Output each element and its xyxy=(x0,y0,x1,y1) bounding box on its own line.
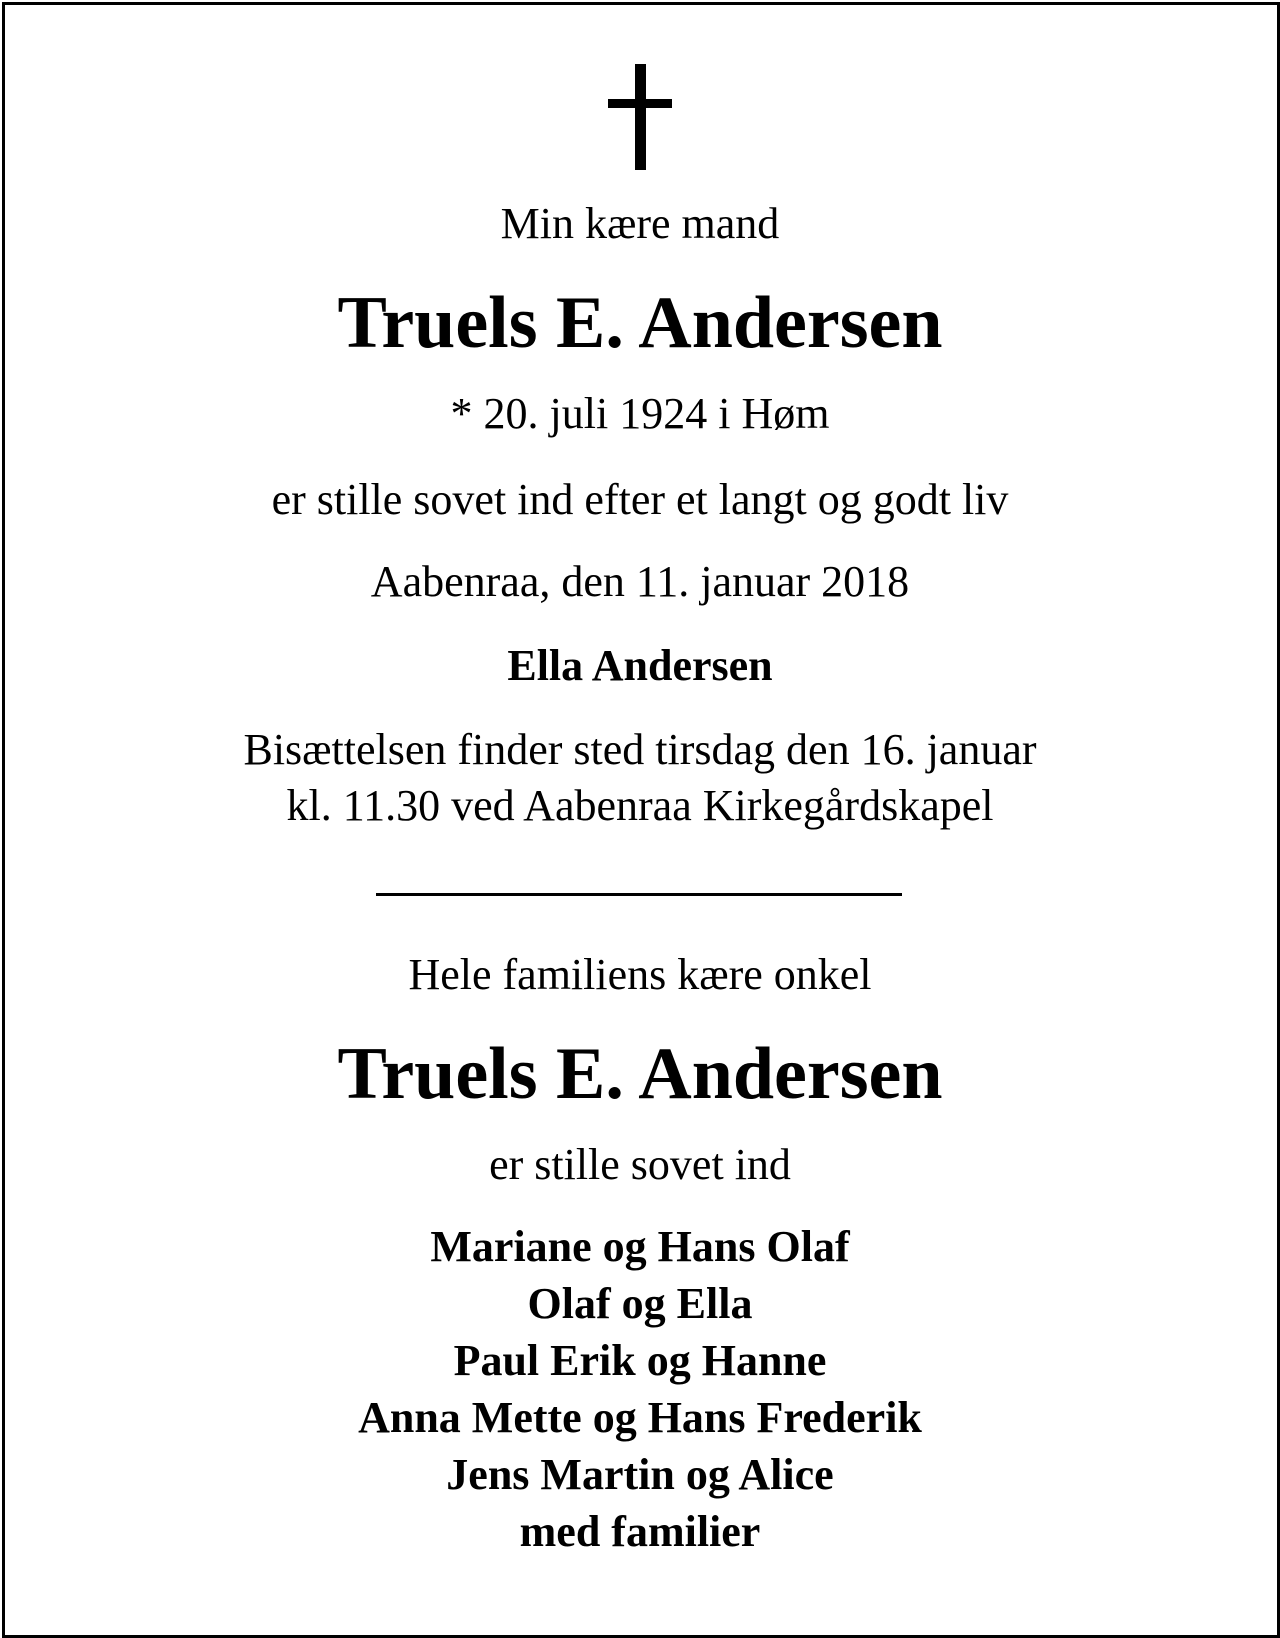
family-closing-line: med familier xyxy=(519,1507,761,1556)
notice1-place-date: Aabenraa, den 11. januar 2018 xyxy=(370,557,910,606)
notice1-funeral-line-1: Bisættelsen finder sted tirsdag den 16. januar xyxy=(243,725,1037,774)
notice1-signed-by: Ella Andersen xyxy=(507,641,773,690)
notice1-deceased-name: Truels E. Andersen xyxy=(337,282,943,364)
cross-horizontal-bar xyxy=(608,99,672,108)
cross-icon xyxy=(608,64,672,170)
notice1-message: er stille sovet ind efter et langt og godt liv xyxy=(271,475,1009,524)
family-member-line: Olaf og Ella xyxy=(527,1279,753,1328)
family-member-line: Jens Martin og Alice xyxy=(446,1450,834,1499)
notice1-funeral-line-2: kl. 11.30 ved Aabenraa Kirkegårdskapel xyxy=(286,781,994,830)
notice1-intro: Min kære mand xyxy=(500,199,780,248)
notice2-intro: Hele familiens kære onkel xyxy=(408,950,872,999)
notice2-message: er stille sovet ind xyxy=(489,1140,791,1189)
notice1-birth-info: * 20. juli 1924 i Høm xyxy=(450,389,830,438)
family-member-line: Anna Mette og Hans Frederik xyxy=(358,1393,922,1442)
family-member-line: Paul Erik og Hanne xyxy=(453,1336,827,1385)
notice-divider xyxy=(376,893,902,896)
family-member-line: Mariane og Hans Olaf xyxy=(430,1222,850,1271)
notice2-deceased-name: Truels E. Andersen xyxy=(337,1033,943,1115)
cross-vertical-bar xyxy=(635,64,646,170)
